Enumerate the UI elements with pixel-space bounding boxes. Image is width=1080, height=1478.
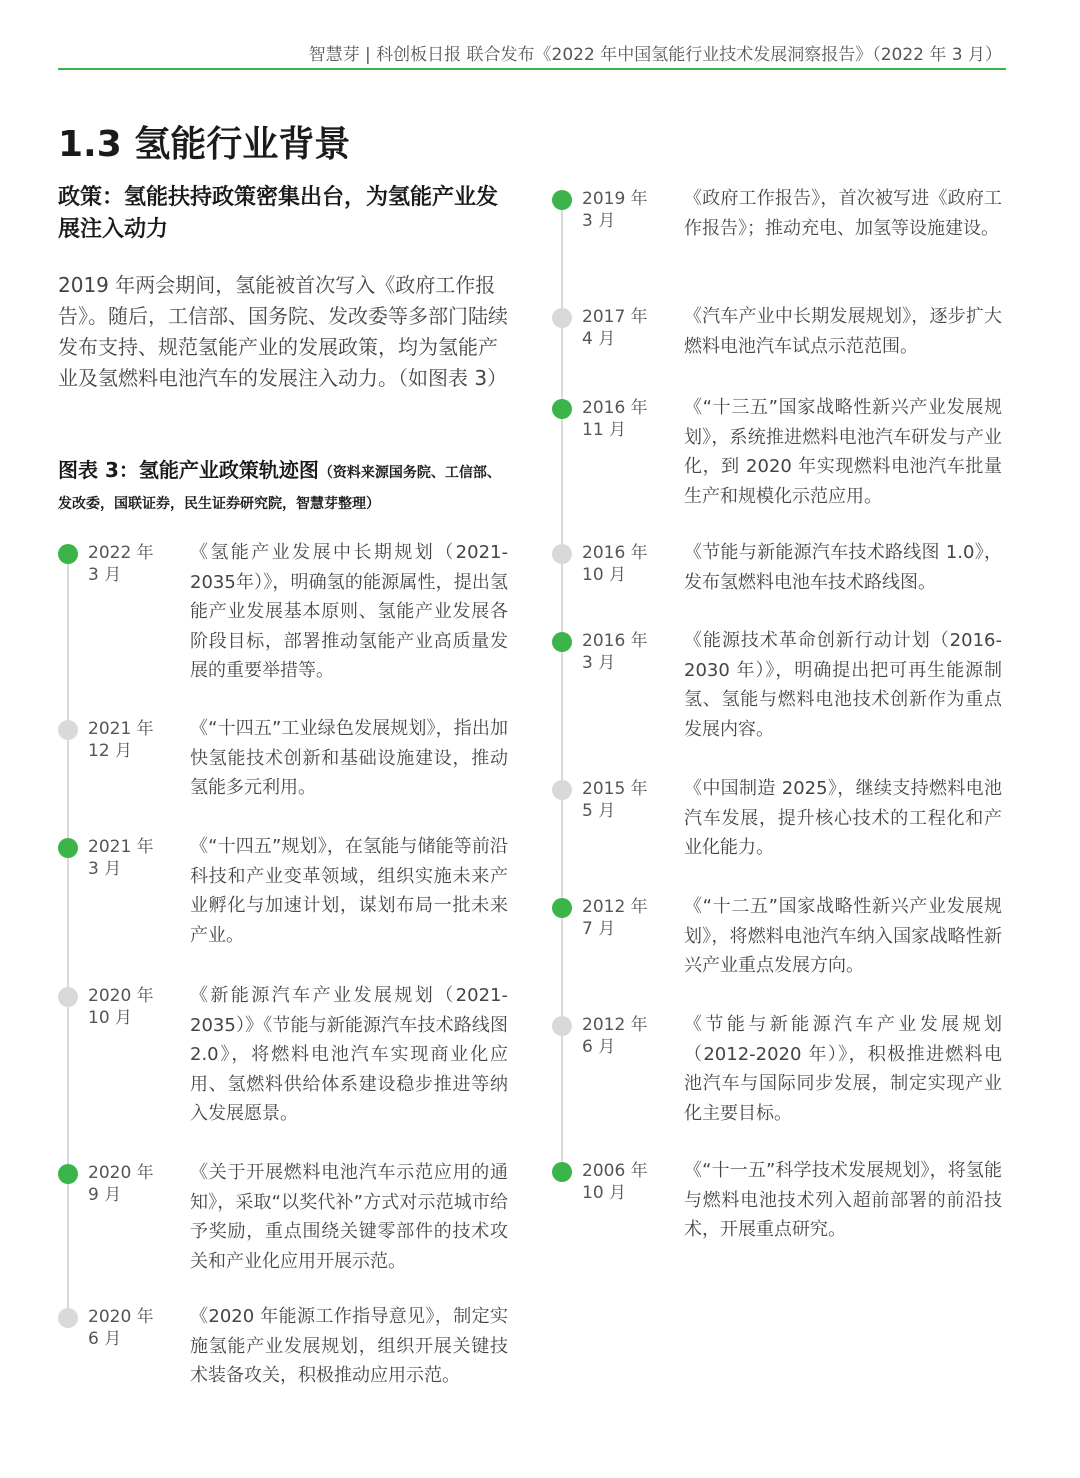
section-subheading: 政策：氢能扶持政策密集出台，为氢能产业发展注入动力 bbox=[58, 185, 499, 242]
timeline-dot bbox=[552, 190, 572, 210]
timeline-line-left bbox=[67, 560, 69, 1320]
figure-caption bbox=[58, 455, 514, 519]
event-date: 2017 年 4 月 bbox=[582, 307, 648, 349]
event-date: 2020 年 6 月 bbox=[88, 1307, 154, 1349]
figure-caption-source: （资料来源国务院、工信部、发改委，国联证券，民生证券研究院，智慧芽整理） bbox=[58, 465, 501, 512]
event-description: 《汽车产业中长期发展规划》，逐步扩大燃料电池汽车试点示范范围。 bbox=[684, 306, 1002, 357]
timeline-dot bbox=[552, 780, 572, 800]
event-date: 2016 年 11 月 bbox=[582, 398, 648, 440]
section-title: 1.3 氢能行业背景 bbox=[58, 124, 351, 165]
timeline-dot bbox=[58, 544, 78, 564]
timeline-dot bbox=[552, 632, 572, 652]
timeline-dot bbox=[552, 898, 572, 918]
timeline-dot bbox=[552, 1162, 572, 1182]
event-description: 《“十三五”国家战略性新兴产业发展规划》，系统推进燃料电池汽车研发与产业化，到 2020 年实现燃料电池汽车批量生产和规模化示范应用。 bbox=[684, 397, 1002, 507]
event-description: 《“十二五”国家战略性新兴产业发展规划》，将燃料电池汽车纳入国家战略性新兴产业重点发展方向。 bbox=[684, 896, 1002, 976]
timeline-dot bbox=[58, 720, 78, 740]
event-date: 2020 年 9 月 bbox=[88, 1163, 154, 1205]
event-description: 《节能与新能源汽车技术路线图 1.0》，发布氢燃料电池车技术路线图。 bbox=[684, 542, 1002, 593]
event-description: 《能源技术革命创新行动计划（2016-2030 年）》，明确提出把可再生能源制氢、氢能与燃料电池技术创新作为重点发展内容。 bbox=[684, 630, 1002, 740]
timeline-dot bbox=[552, 544, 572, 564]
timeline-dot bbox=[58, 1308, 78, 1328]
event-date: 2012 年 6 月 bbox=[582, 1015, 648, 1057]
timeline-dot bbox=[552, 1016, 572, 1036]
timeline-dot bbox=[552, 308, 572, 328]
event-date: 2006 年 10 月 bbox=[582, 1161, 648, 1203]
event-date: 2016 年 10 月 bbox=[582, 543, 648, 585]
event-date: 2020 年 10 月 bbox=[88, 986, 154, 1028]
event-description: 《新能源汽车产业发展规划（2021-2035）》《节能与新能源汽车技术路线图 2.0》，将燃料电池汽车实现商业化应用、氢燃料供给体系建设稳步推进等纳入发展愿景。 bbox=[190, 985, 508, 1124]
timeline-dot bbox=[58, 987, 78, 1007]
event-description: 《中国制造 2025》，继续支持燃料电池汽车发展，提升核心技术的工程化和产业化能力。 bbox=[684, 778, 1002, 858]
event-description: 《氢能产业发展中长期规划（2021-2035年）》，明确氢的能源属性，提出氢能产业发展基本原则、氢能产业发展各阶段目标，部署推动氢能产业高质量发展的重要举措等。 bbox=[190, 542, 508, 681]
event-date: 2019 年 3 月 bbox=[582, 189, 648, 231]
event-date: 2022 年 3 月 bbox=[88, 543, 154, 585]
intro-paragraph: 2019 年两会期间，氢能被首次写入《政府工作报告》。随后，工信部、国务院、发改委等多部门陆续发布支持、规范氢能产业的发展政策，均为氢能产业及氢燃料电池汽车的发展注入动力。（如图表 3） bbox=[58, 273, 508, 390]
event-description: 《节能与新能源汽车产业发展规划（2012-2020 年）》，积极推进燃料电池汽车与国际同步发展，制定实现产业化主要目标。 bbox=[684, 1014, 1002, 1124]
timeline-dot bbox=[58, 838, 78, 858]
timeline-dot bbox=[58, 1164, 78, 1184]
figure-caption-title: 图表 3：氢能产业政策轨迹图 bbox=[58, 458, 319, 482]
event-date: 2016 年 3 月 bbox=[582, 631, 648, 673]
event-description: 《关于开展燃料电池汽车示范应用的通知》，采取“以奖代补”方式对示范城市给予奖励，重点围绕关键零部件的技术攻关和产业化应用开展示范。 bbox=[190, 1162, 508, 1272]
event-date: 2021 年 12 月 bbox=[88, 719, 154, 761]
timeline-dot bbox=[552, 399, 572, 419]
event-date: 2012 年 7 月 bbox=[582, 897, 648, 939]
event-date: 2015 年 5 月 bbox=[582, 779, 648, 821]
report-header: 智慧芽 | 科创板日报 联合发布《2022 年中国氢能行业技术发展洞察报告》（2022 年 3 月） bbox=[308, 45, 1002, 65]
event-description: 《“十四五”工业绿色发展规划》，指出加快氢能技术创新和基础设施建设，推动氢能多元利用。 bbox=[190, 718, 508, 798]
event-description: 《政府工作报告》，首次被写进《政府工作报告》；推动充电、加氢等设施建设。 bbox=[684, 188, 1002, 239]
header-divider bbox=[58, 68, 1006, 70]
event-description: 《2020 年能源工作指导意见》，制定实施氢能产业发展规划，组织开展关键技术装备攻关，积极推动应用示范。 bbox=[190, 1306, 508, 1386]
event-date: 2021 年 3 月 bbox=[88, 837, 154, 879]
event-description: 《“十四五”规划》，在氢能与储能等前沿科技和产业变革领域，组织实施未来产业孵化与加速计划，谋划布局一批未来产业。 bbox=[190, 836, 508, 946]
event-description: 《“十一五”科学技术发展规划》，将氢能与燃料电池技术列入超前部署的前沿技术，开展重点研究。 bbox=[684, 1160, 1002, 1240]
